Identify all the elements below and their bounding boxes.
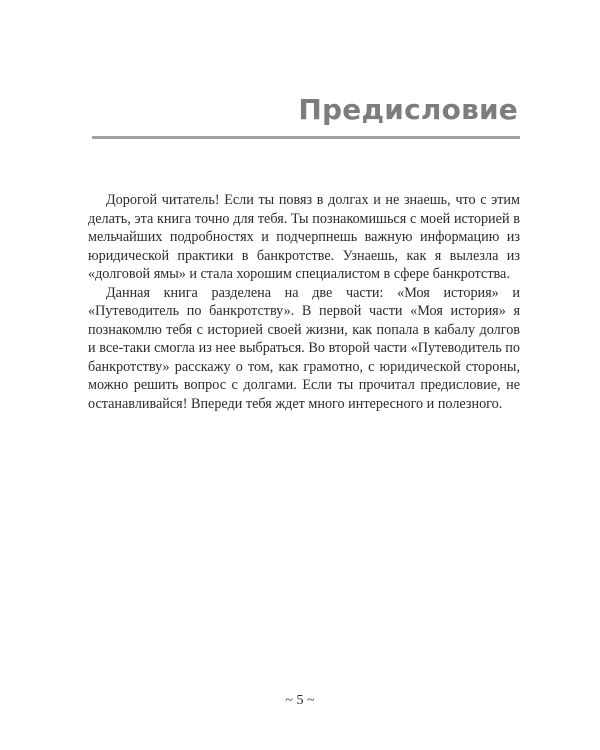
body-text [88, 191, 520, 413]
page-number: ~ 5 ~ [285, 693, 315, 708]
title-underline [92, 136, 520, 139]
paragraph-2: Данная книга разделена на две части: «Моя история» и «Путеводитель по банкротству». В первой части «Моя история» я познакомлю тебя с историей своей жизни, как попала в кабалу долгов и все-таки смогла из нее выбраться. Во второй части «Путеводитель по банкротству» расскажу о том, как грамотно, с юридической стороны, можно решить вопрос с долгами. Если ты прочитал предисловие, не останавливайся! Впереди тебя ждет много интересного и полезного. [88, 284, 520, 412]
chapter-title: Предисловие [298, 93, 518, 126]
paragraph-1: Дорогой читатель! Если ты повяз в долгах и не знаешь, что с этим делать, эта книга точно для тебя. Ты познакомишься с моей историей в мельчайших подробностях и подчерпнешь важную информацию из юридической практики в банкротстве. Узнаешь, как я вылезла из «долговой ямы» и стала хорошим специалистом в сфере банкротства. [88, 192, 520, 282]
